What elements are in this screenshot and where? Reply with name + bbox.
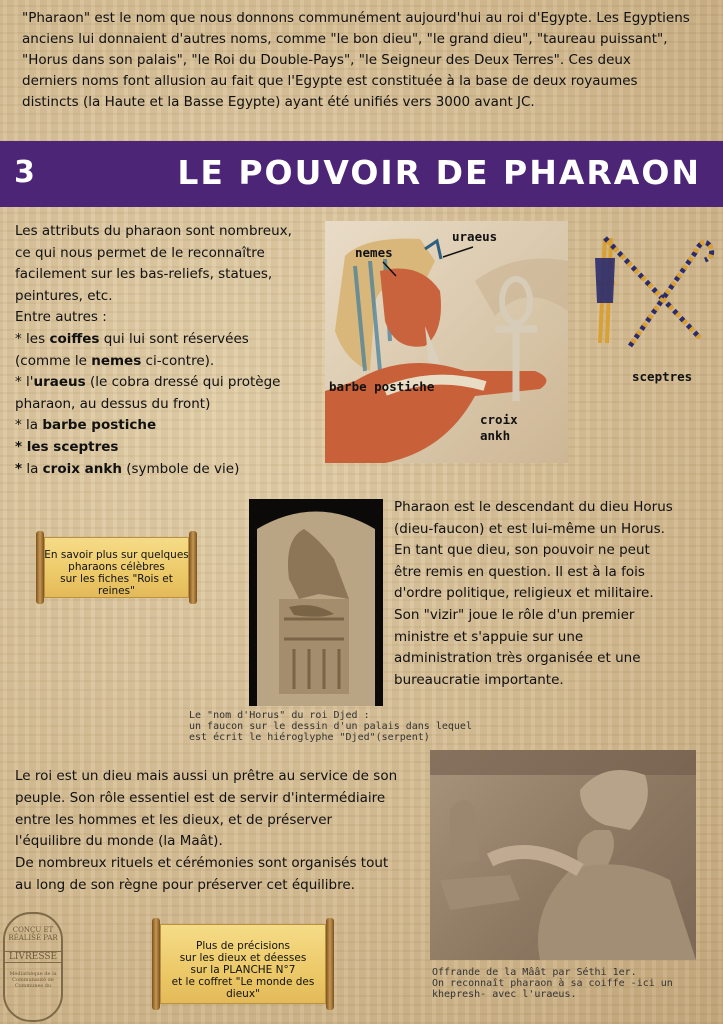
text-line: au long de son règne pour préserver cet équilibre. [15,876,355,893]
text-line: peuple. Son rôle essentiel est de servir d'intermédiaire [15,789,386,806]
sethi-caption [432,967,673,1000]
text-line: * l'uraeus (le cobra dressé qui protège [15,374,281,391]
djed-stele-drawing [249,499,383,706]
scroll-text: pharaons célèbres [68,561,165,573]
arrow-uraeus-icon [440,244,475,260]
sceptres-icon [585,228,720,350]
text-line: ministre et s'appuie sur une [394,628,584,645]
scroll-text: sur la PLANCHE N°7 [190,964,296,976]
text-line: En tant que dieu, son pouvoir ne peut [394,542,650,559]
attributes-paragraph [15,221,315,480]
djed-stele-image [249,499,383,706]
caption-line: est écrit le hiéroglyphe "Djed"(serpent) [189,732,430,743]
scroll-text: sur les fiches "Rois et reines" [60,573,173,597]
text-line: * les coiffes qui lui sont réservées [15,330,249,347]
caption-line: On reconnaît pharaon à sa coiffe -ici un [432,978,673,989]
text-line: être remis en question. Il est à la fois [394,563,645,580]
text-line: ce qui nous permet de le reconnaître [15,244,265,261]
label-uraeus: uraeus [452,229,498,244]
text-line: Entre autres : [15,309,107,326]
scroll-text: Plus de précisions [195,940,290,952]
intro-line: "Horus dans son palais", "le Roi du Double-Pays", "le Seigneur des Deux Terres". Ces deux [22,52,631,68]
caption-line: khepresh- avec l'uraeus. [432,989,577,1000]
text-line: * les sceptres [15,438,119,455]
label-ankh: ankh [480,428,511,443]
text-line: pharaon, au dessus du front) [15,395,211,412]
text-line: administration très organisée et une [394,650,641,667]
djed-caption [189,710,472,743]
scroll-rois-reines[interactable] [34,531,199,604]
section-banner [0,141,723,207]
text-line: entre les hommes et les dieux, et de préserver [15,811,333,828]
text-line: bureaucratie importante. [394,671,564,688]
caption-line: un faucon sur le dessin d'un palais dans lequel [189,721,472,732]
text-line: Le roi est un dieu mais aussi un prêtre au service de son [15,768,398,784]
intro-line: distincts (la Haute et la Basse Egypte) ayant été unifiés vers 3000 avant JC. [22,94,535,110]
text-line: Pharaon est le descendant du dieu Horus [394,499,673,515]
section-number: 3 [14,155,35,190]
caption-line: Offrande de la Mâât par Séthi 1er. [432,967,637,978]
scroll-text: sur les dieux et déesses [179,952,307,964]
label-croix: croix [480,412,518,427]
text-line: * la croix ankh (symbole de vie) [15,460,240,477]
text-line: (dieu-faucon) et est lui-même un Horus. [394,520,665,537]
text-line: * la barbe postiche [15,417,157,434]
text-line: De nombreux rituels et cérémonies sont organisés tout [15,855,389,872]
text-line: (comme le nemes ci-contre). [15,352,215,369]
label-nemes: nemes [355,245,393,260]
sethi-relief-drawing [430,750,696,960]
arrow-nemes-icon [380,260,400,280]
text-line: d'ordre politique, religieux et militaire. [394,585,654,602]
text-line: facilement sur les bas-reliefs, statues, [15,266,273,283]
text-line: Son "vizir" joue le rôle d'un premier [394,606,635,623]
livresse-logo: CONÇU ET RÉALISÉ PAR LIVRESSE Médiathèque de la Communauté de Communes du [3,912,63,1022]
scroll-dieux-deesses[interactable] [150,918,336,1010]
intro-paragraph [22,8,712,113]
caption-line: Le "nom d'Horus" du roi Djed : [189,710,370,721]
intro-line: "Pharaon" est le nom que nous donnons communément aujourd'hui au roi d'Egypte. Les Egyptiens [22,10,690,26]
roi-paragraph [15,766,420,897]
intro-line: derniers noms font allusion au fait que l'Egypte est constituée à la base de deux royaumes [22,73,638,89]
scroll-text: et le coffret "Le monde des dieux" [171,976,315,1000]
horus-paragraph [394,497,694,691]
section-title: LE POUVOIR DE PHARAON [177,153,701,192]
text-line: peintures, etc. [15,287,113,304]
text-line: Les attributs du pharaon sont nombreux, [15,223,292,239]
label-barbe: barbe postiche [329,379,435,394]
text-line: l'équilibre du monde (la Maât). [15,833,223,850]
scroll-text: En savoir plus sur quelques [44,549,189,561]
sethi-relief-image [430,750,696,960]
label-sceptres: sceptres [632,369,693,384]
intro-line: anciens lui donnaient d'autres noms, comme "le bon dieu", "le grand dieu", "taureau puissant", [22,31,668,47]
